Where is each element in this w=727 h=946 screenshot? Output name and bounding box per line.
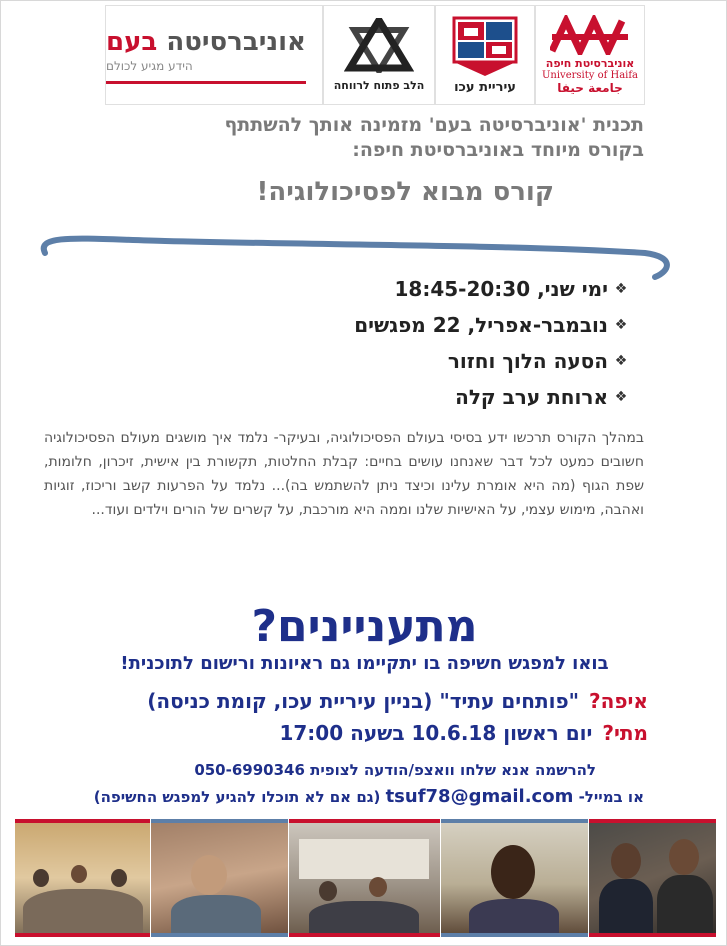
list-item-text: ימי שני, 18:45-20:30 [394, 277, 608, 301]
university-baam-underline [106, 81, 306, 84]
intro-text [84, 113, 644, 163]
location-label: איפה? [589, 689, 648, 713]
diamond-bullet-icon: ❖ [614, 353, 628, 369]
registration-email-line [94, 786, 644, 807]
event-time [279, 721, 648, 745]
haifa-hebrew-name: אוניברסיטת חיפה [545, 57, 635, 70]
university-baam-subtitle: הידע מגיע לכולם [106, 58, 193, 73]
lev-logo [323, 5, 435, 105]
course-title: קורס מבוא לפסיכולוגיה! [256, 177, 554, 207]
list-item-text: הסעה הלוך וחזור [447, 349, 608, 373]
registration-phone-line: להרשמה אנא שלחו וואצפ/הודעה לצופית 050-6990346 [194, 761, 596, 779]
photo-strip [15, 819, 717, 937]
photo-group-activity [151, 819, 289, 937]
university-of-haifa-emblem-icon [550, 15, 630, 55]
location-value: "פותחים עתיד" (בניין עיריית עכו, קומת כניסה) [147, 689, 580, 713]
akko-logo [435, 5, 535, 105]
university-of-haifa-logo [535, 5, 645, 105]
diamond-bullet-icon: ❖ [614, 317, 628, 333]
lev-slogan: הלב פתוח לרווחה [333, 79, 425, 92]
intro-line-2: בקורס מיוחד באוניברסיטת חיפה: [352, 139, 644, 161]
list-item-text: נובמבר-אפריל, 22 מפגשים [354, 313, 608, 337]
photo-discussion-circle [15, 819, 151, 937]
akko-name: עיריית עכו [454, 79, 516, 95]
diamond-bullet-icon: ❖ [614, 389, 628, 405]
list-item [274, 271, 634, 307]
haifa-arabic-name: جامعة حيفا [557, 81, 623, 95]
photo-smiling-student [441, 819, 589, 937]
intro-line-1: תכנית 'אוניברסיטה בעם' מזמינה אותך להשתתף [224, 114, 644, 136]
list-item [274, 379, 634, 415]
city-crest-icon [450, 16, 520, 78]
interested-headline: מתעניינים? [251, 601, 478, 652]
list-item [274, 307, 634, 343]
event-location [147, 689, 648, 713]
open-day-invite: בואו למפגש חשיפה בו יתקיימו גם ראיונות ורישום לתוכנית! [120, 653, 609, 674]
photo-students-studying [589, 819, 717, 937]
diamond-bullet-icon: ❖ [614, 281, 628, 297]
email-suffix: (גם אם לא תוכלו להגיע למפגש החשיפה) [93, 788, 386, 806]
email-prefix: או במייל- [573, 788, 644, 806]
email-address: tsuf78@gmail.com [385, 786, 574, 807]
photo-classroom [289, 819, 441, 937]
logo-header [105, 5, 645, 105]
course-details-list [274, 271, 634, 415]
haifa-english-name: University of Haifa [541, 70, 639, 81]
star-of-david-icon [344, 18, 414, 73]
time-value: יום ראשון 10.6.18 בשעה 17:00 [279, 721, 593, 745]
time-label: מתי? [602, 721, 648, 745]
university-baam-logo [105, 5, 323, 105]
list-item-text: ארוחת ערב קלה [455, 385, 608, 409]
list-item [274, 343, 634, 379]
course-description: במהלך הקורס תרכשו ידע בסיסי בעולם הפסיכולוגיה, ובעיקר- נלמד איך מושגים מעולם הפסיכולוגיה חשובים כמעט לכל דבר שאנחנו עושים בחיים: קבלת החלטות, תקשורת בין אישית, זיכרון, חלומות, שפת הגוף (מה היא אומרת עלינו וכיצד ניתן להשתמש בה)... נלמד על הפרעות קשב וריכוז, זוגיות ואהבה, מימוש עצמי, על האישיות שלנו וממה היא מורכבת, על קשרים של הורים וילדים ועוד... [44, 430, 644, 518]
university-baam-title: אוניברסיטה בעם [106, 26, 306, 57]
